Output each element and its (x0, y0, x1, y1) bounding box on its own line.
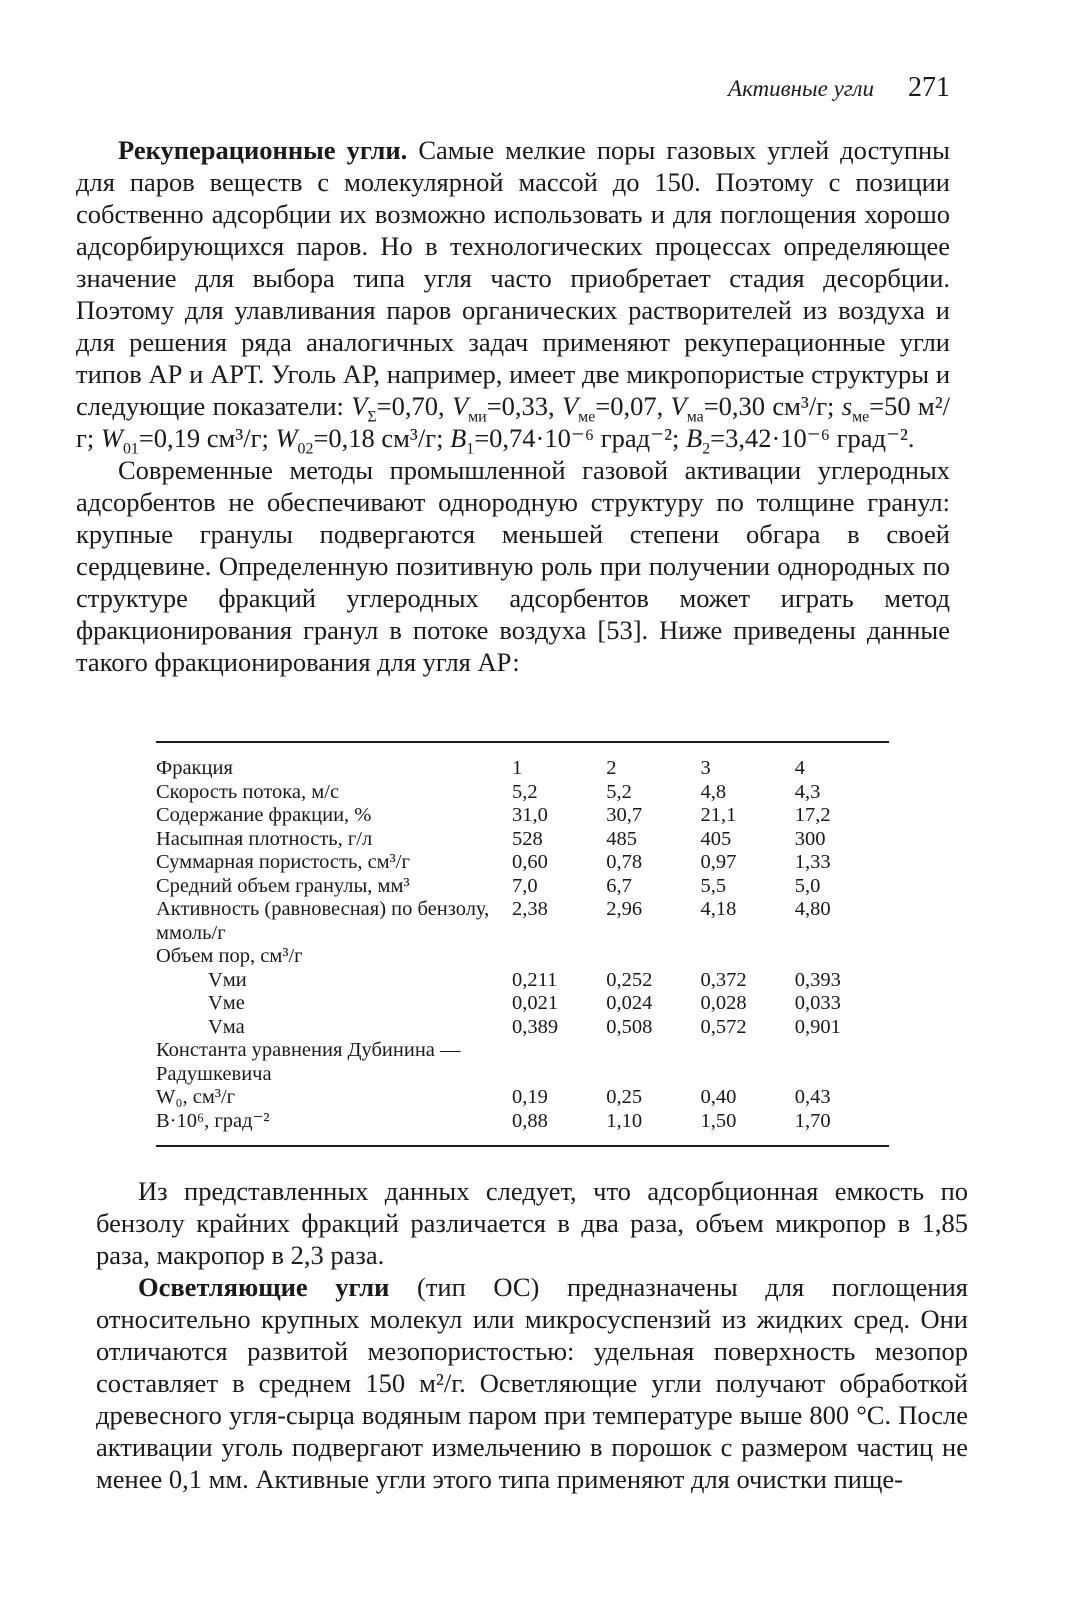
row-label: Объем пор, см³/г (156, 945, 303, 967)
cell-fraction-2: 485 (606, 827, 637, 850)
table-row (156, 781, 889, 805)
cell-fraction-1 (512, 1039, 606, 1086)
cell-fraction-3 (700, 1039, 794, 1086)
cell-fraction-2: 6,7 (606, 874, 632, 897)
param-b2: =3,42·10⁻⁶ град⁻². (710, 423, 915, 453)
cell-fraction-3: 3 (700, 757, 711, 779)
paragraph-recuperation-coals: Рекуперационные угли. Самые мелкие поры газовых углей доступны для паров веществ с молекулярной массой до 150. Поэтому с позиции собственно адсорбции их возможно использовать и для поглощения хорошо адсорбирующихся паров. Но в технологических процессах определяющее значение для выбора типа угля часто приобретает стадия десорбции. Поэтому для улавливания паров органических растворителей из воздуха и для решения ряда аналогичных задач применяют рекуперационные угли типов АР и АРТ. Уголь АР, например, имеет две микропористые структуры и следующие показатели: $V_\Sigma=0,70$, $V_{ми}=0,33$, $V_{ме}=0,07$, $V_{ма}=0,30$ см³/г; $s_{ме}=50$ м²/г; $W_{01}=0,19$ см³/г; $W_{02}=0,18$ см³/г; $B_1=0,74\cdot 10^{-6}$ град⁻²; $B_2=3,42\cdot 10^{-6}$ град⁻². (76, 135, 951, 458)
fraction-data-table (156, 757, 889, 1133)
running-head (600, 72, 950, 104)
cell-fraction-3: 0,97 (700, 851, 737, 873)
table-row (156, 1110, 889, 1134)
row-label: B·10⁶, град⁻² (156, 1109, 270, 1132)
cell-fraction-4 (795, 1039, 889, 1086)
table-row (156, 1016, 889, 1040)
cell-fraction-4: 5,0 (794, 874, 821, 897)
cell-fraction-2: 0,78 (606, 851, 643, 873)
cell-fraction-1: 0,60 (511, 851, 548, 873)
cell-fraction-4: 300 (794, 827, 826, 850)
param-s-me: =50 м²/г; (76, 391, 951, 453)
cell-fraction-2: 30,7 (606, 804, 643, 826)
cell-fraction-3: 21,1 (700, 804, 737, 826)
page-number: 271 (908, 72, 950, 103)
cell-fraction-2: 0,252 (606, 968, 653, 991)
table-row (156, 757, 889, 781)
cell-fraction-4: 0,901 (794, 1015, 841, 1038)
running-title: Активные угли (728, 76, 874, 101)
paragraph-conclusion: Из представленных данных следует, что адсорбционная емкость по бензолу крайних фракций различается в два раза, объем микропор в 1,85 раза, макропор в 2,3 раза. (96, 1176, 968, 1270)
table-row (156, 851, 889, 875)
row-label: Содержание фракции, % (156, 804, 372, 826)
cell-fraction-3: 0,372 (700, 968, 747, 991)
cell-fraction-3: 4,18 (700, 898, 737, 920)
cell-fraction-4: 4 (794, 757, 805, 779)
cell-fraction-1: 5,2 (511, 780, 538, 803)
cell-fraction-4: 17,2 (794, 804, 831, 826)
fraction-table (156, 741, 889, 1147)
cell-fraction-2: 0,024 (606, 992, 653, 1014)
paragraph-fractionation: Современные методы промышленной газовой активации углеродных адсорбентов не обеспечивают однородную структуру по толщине гранул: крупные гранулы подвергаются меньшей степени обгара в своей сердцевине. Определенную позитивную роль при получении однородных по структуре фракций углеродных адсорбентов может играть метод фракционирования гранул в потоке воздуха [53]. Ниже приведены данные такого фракционирования для угля АР: (76, 455, 950, 677)
table-row (156, 875, 889, 899)
cell-fraction-2: 5,2 (606, 780, 632, 803)
cell-fraction-3: 0,572 (700, 1015, 747, 1038)
table-bottom-rule (156, 1145, 889, 1147)
cell-fraction-1: 31,0 (511, 804, 548, 826)
cell-fraction-4: 1,70 (794, 1109, 831, 1132)
cell-fraction-2: 2,96 (606, 898, 643, 920)
table-top-rule (156, 741, 889, 743)
row-label: Насыпная плотность, г/л (156, 827, 373, 850)
cell-fraction-4 (795, 945, 889, 969)
row-label: Vме (208, 992, 245, 1014)
cell-fraction-3: 405 (700, 827, 732, 850)
cell-fraction-2: 1,10 (606, 1109, 643, 1132)
param-w01: =0,19 см³/г; (138, 423, 276, 453)
cell-fraction-1: 528 (511, 827, 543, 850)
cell-fraction-3: 1,50 (700, 1109, 737, 1132)
cell-fraction-4: 0,43 (794, 1086, 831, 1108)
table-row (156, 804, 889, 828)
cell-fraction-1: 7,0 (511, 874, 538, 897)
cell-fraction-2 (606, 945, 700, 969)
cell-fraction-4: 4,3 (794, 780, 821, 803)
param-w02: =0,18 см³/г; (313, 423, 451, 453)
text-block-top (76, 134, 950, 678)
table-row (156, 969, 889, 993)
table-row (156, 945, 889, 969)
cell-fraction-1: 0,021 (511, 992, 559, 1014)
cell-fraction-1: 2,38 (511, 898, 548, 920)
row-label: Скорость потока, м/с (156, 780, 340, 803)
cell-fraction-3: 4,8 (700, 780, 727, 803)
cell-fraction-2: 0,25 (606, 1086, 643, 1108)
table-row (156, 1039, 889, 1086)
cell-fraction-1: 1 (511, 757, 523, 779)
cell-fraction-1: 0,389 (511, 1015, 559, 1038)
cell-fraction-4: 4,80 (794, 898, 831, 920)
param-v-sum: =0,70, (376, 391, 452, 421)
table-row (156, 992, 889, 1016)
param-b1: =0,74·10⁻⁶ град⁻²; (474, 423, 686, 453)
text-block-bottom (96, 1175, 968, 1495)
row-label: Активность (равновесная) по бензолу, ммоль/г (156, 898, 490, 944)
cell-fraction-1 (512, 945, 606, 969)
row-label: Константа уравнения Дубинина — Радушкевича (156, 1039, 461, 1085)
cell-fraction-4: 0,033 (794, 992, 841, 1014)
paragraph-lead: Рекуперационные угли. (118, 135, 408, 165)
cell-fraction-4: 1,33 (794, 851, 831, 873)
cell-fraction-3 (700, 945, 794, 969)
paragraph-lead: Осветляющие угли (138, 1272, 390, 1302)
cell-fraction-4: 0,393 (794, 968, 841, 991)
param-v-me: =0,07, (595, 391, 671, 421)
row-label: Суммарная пористость, см³/г (156, 851, 410, 873)
paragraph-clarifying-coals (96, 1271, 968, 1495)
paragraph-text: Самые мелкие поры газовых углей доступны для паров веществ с молекулярной массой до 150. Поэтому с позиции собственно адсорбции их возможно использовать и для поглощения хорошо адсорбирующихся паров. Но в технологических процессах определяющее значение для выбора типа угля часто приобретает стадия десорбции. Поэтому для улавливания паров органических растворителей из воздуха и для решения ряда аналогичных задач применяют рекуперационные угли типов АР и АРТ. Уголь АР, например, имеет две микропористые структуры и следующие показатели: (76, 135, 950, 421)
cell-fraction-1: 0,19 (511, 1086, 548, 1108)
row-label: Средний объем гранулы, мм³ (156, 874, 410, 897)
cell-fraction-3: 5,5 (700, 874, 727, 897)
row-label: W₀, см³/г (156, 1086, 236, 1108)
cell-fraction-1: 0,211 (511, 968, 558, 991)
param-v-ma: =0,30 см³/г; (703, 391, 842, 421)
cell-fraction-3: 0,028 (700, 992, 747, 1014)
table-row (156, 1086, 889, 1110)
row-label: Фракция (156, 757, 233, 779)
row-label: Vма (208, 1015, 245, 1038)
table-row (156, 828, 889, 852)
paragraph-text: (тип ОС) предназначены для поглощения относительно крупных молекул или микросуспензий из жидких сред. Они отличаются развитой мезопористостью: удельная поверхность мезопор составляет в среднем 150 м²/г. Осветляющие угли получают обработкой древесного угля-сырца водяным паром при температуре выше 800 °С. После активации уголь подвергают измельчению в порошок с размером частиц не менее 0,1 мм. Активные угли этого типа применяют для очистки пище- (96, 1272, 968, 1494)
cell-fraction-2 (606, 1039, 700, 1086)
cell-fraction-1: 0,88 (511, 1109, 548, 1132)
param-v-mi: =0,33, (486, 391, 562, 421)
cell-fraction-3: 0,40 (700, 1086, 737, 1108)
cell-fraction-2: 2 (606, 757, 617, 779)
table-row (156, 898, 889, 945)
row-label: Vми (208, 968, 247, 991)
cell-fraction-2: 0,508 (606, 1015, 653, 1038)
